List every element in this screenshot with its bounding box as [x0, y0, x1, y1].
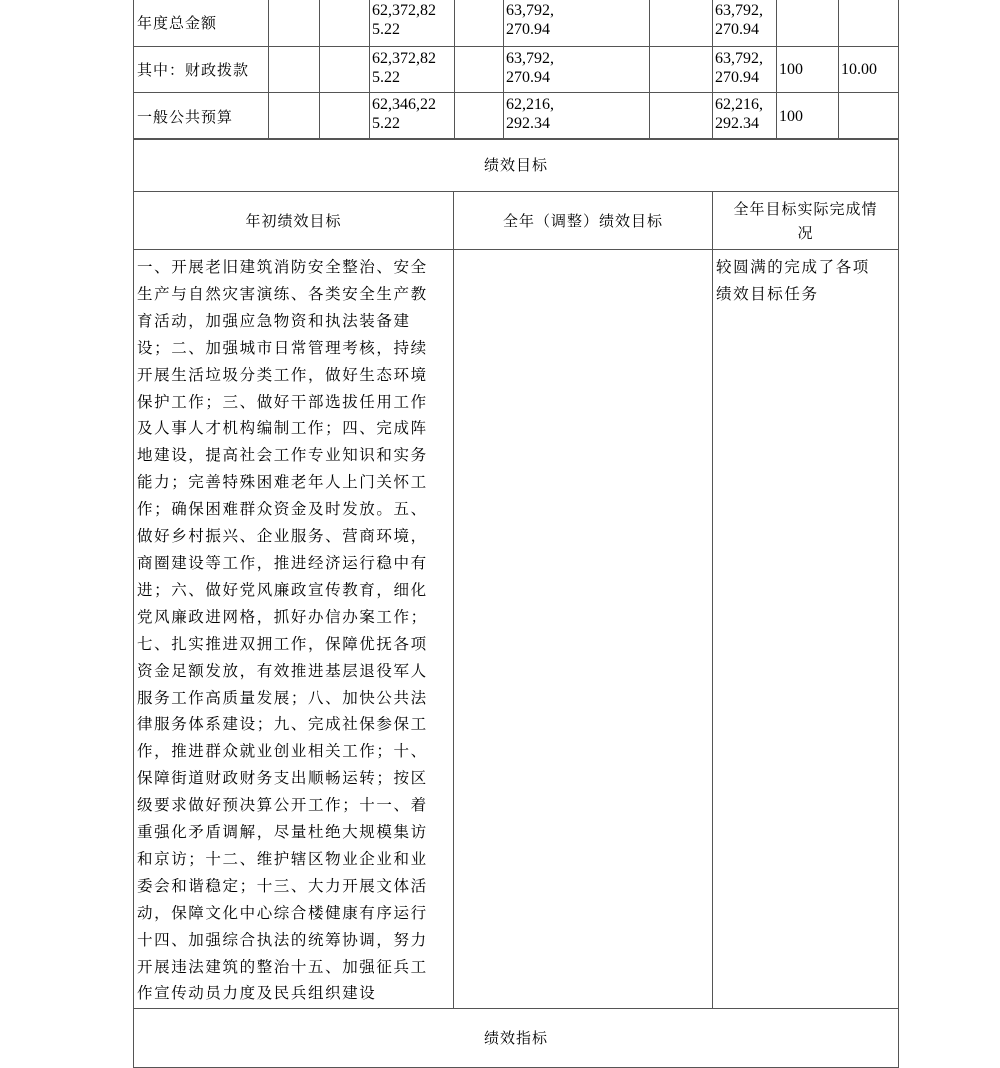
- amount-text: 5.22: [372, 21, 400, 38]
- value-cell: [454, 0, 504, 47]
- section-indicators-label: 绩效指标: [483, 1029, 548, 1047]
- value-text: 100: [779, 61, 803, 78]
- text-line: 级要求做好预决算公开工作；十一、着: [137, 796, 428, 815]
- amount-text: 270.94: [506, 21, 550, 38]
- text-line: 设；二、加强城市日常管理考核，持续: [137, 338, 428, 357]
- amount-text: 292.34: [506, 115, 550, 132]
- row-label: [133, 0, 269, 47]
- text-line: 商圈建设等工作，推进经济运行稳中有: [137, 553, 428, 572]
- header-actual-line: 况: [797, 223, 814, 242]
- text-line: 绩效目标任务: [716, 284, 819, 303]
- value-text: 10.00: [841, 61, 877, 78]
- text-line: 保护工作；三、做好干部选拔任用工作: [137, 392, 428, 411]
- text-line: 作宣传动员力度及民兵组织建设: [137, 984, 377, 1003]
- text-line: 和京访；十二、维护辖区物业企业和业: [137, 849, 428, 868]
- amount-text: 62,216,: [715, 96, 763, 113]
- amount-text: 270.94: [715, 69, 759, 86]
- value-cell: [649, 46, 713, 93]
- value-cell: [838, 46, 899, 93]
- amount-text: 62,216,: [506, 96, 554, 113]
- text-line: 作，推进群众就业创业相关工作；十、: [137, 742, 428, 761]
- text-line: 委会和谐稳定；十三、大力开展文体活: [137, 876, 428, 895]
- text-line: 能力；完善特殊困难老年人上门关怀工: [137, 473, 428, 492]
- amount-cell: [369, 0, 455, 47]
- value-cell: [649, 0, 713, 47]
- value-cell: [838, 0, 899, 47]
- value-cell: [268, 0, 320, 47]
- amount-cell: [712, 92, 777, 140]
- section-indicators-title: [133, 1008, 899, 1068]
- row-label: [133, 92, 269, 140]
- amount-text: 63,792,: [715, 2, 763, 19]
- text-line: 及人事人才机构编制工作；四、完成阵: [137, 419, 428, 438]
- value-cell: [319, 92, 370, 140]
- text-line: 做好乡村振兴、企业服务、营商环境，: [137, 527, 428, 546]
- section-goals-title: [133, 138, 899, 192]
- value-cell: [776, 0, 839, 47]
- amount-cell: [369, 46, 455, 93]
- value-cell: [838, 92, 899, 140]
- amount-text: 63,792,: [506, 2, 554, 19]
- text-line: 地建设，提高社会工作专业知识和实务: [137, 446, 428, 465]
- text-line: 一、开展老旧建筑消防安全整治、安全: [137, 258, 428, 276]
- text-line: 重强化矛盾调解，尽量杜绝大规模集访: [137, 823, 428, 842]
- text-line: 育活动，加强应急物资和执法装备建: [137, 311, 411, 330]
- value-cell: [268, 46, 320, 93]
- text-line: 律服务体系建设；九、完成社保参保工: [137, 715, 428, 734]
- text-line: 作；确保困难群众资金及时发放。五、: [137, 500, 428, 519]
- amount-text: 63,792,: [506, 50, 554, 67]
- row-label-text: 一般公共预算: [137, 107, 234, 126]
- amount-text: 5.22: [372, 115, 400, 132]
- amount-cell: [503, 46, 650, 93]
- value-cell: [776, 92, 839, 140]
- text-line: 开展违法建筑的整治十五、加强征兵工: [137, 957, 428, 976]
- amount-cell: [712, 0, 777, 47]
- header-initial-goal: [133, 191, 454, 250]
- value-cell: [319, 46, 370, 93]
- amount-text: 270.94: [715, 21, 759, 38]
- value-cell: [649, 92, 713, 140]
- text-line: 较圆满的完成了各项: [716, 258, 870, 276]
- value-cell: [319, 0, 370, 47]
- text-line: 生产与自然灾害演练、各类安全生产教: [137, 284, 428, 303]
- text-line: 资金足额发放，有效推进基层退役军人: [137, 661, 428, 680]
- row-label: [133, 46, 269, 93]
- text-line: 开展生活垃圾分类工作，做好生态环境: [137, 365, 428, 384]
- header-actual-completion: [712, 191, 899, 250]
- text-line: 党风廉政进网格，抓好办信办案工作；: [137, 607, 428, 626]
- header-actual-line: 全年目标实际完成情: [733, 199, 878, 218]
- amount-cell: [712, 46, 777, 93]
- section-goals-label: 绩效目标: [483, 156, 548, 174]
- amount-cell: [503, 92, 650, 140]
- value-cell: [268, 92, 320, 140]
- text-line: 服务工作高质量发展；八、加快公共法: [137, 688, 428, 707]
- amount-text: 62,346,22: [372, 96, 436, 113]
- amount-text: 270.94: [506, 69, 550, 86]
- amount-cell: [369, 92, 455, 140]
- amount-text: 292.34: [715, 115, 759, 132]
- value-cell: [454, 92, 504, 140]
- amount-text: 5.22: [372, 69, 400, 86]
- amount-cell: [503, 0, 650, 47]
- text-line: 动，保障文化中心综合楼健康有序运行: [137, 903, 428, 922]
- header-initial-label: 年初绩效目标: [245, 211, 342, 230]
- row-label-text: 其中：财政拨款: [137, 61, 250, 79]
- row-label-text: 年度总金额: [137, 14, 218, 32]
- initial-goal-cell: [133, 249, 454, 1009]
- header-adjusted-goal: [453, 191, 713, 250]
- text-line: 保障街道财政财务支出顺畅运转；按区: [137, 769, 428, 788]
- amount-text: 62,372,82: [372, 2, 436, 19]
- amount-text: 62,372,82: [372, 50, 436, 67]
- header-adjusted-label: 全年（调整）绩效目标: [502, 211, 663, 230]
- value-cell: [776, 46, 839, 93]
- adjusted-goal-cell: [453, 249, 713, 1009]
- actual-completion-cell: [712, 249, 899, 1009]
- value-text: 100: [779, 107, 803, 125]
- amount-text: 63,792,: [715, 50, 763, 67]
- text-line: 进；六、做好党风廉政宣传教育，细化: [137, 580, 428, 599]
- text-line: 十四、加强综合执法的统筹协调，努力: [137, 930, 428, 949]
- text-line: 七、扎实推进双拥工作，保障优抚各项: [137, 634, 428, 653]
- value-cell: [454, 46, 504, 93]
